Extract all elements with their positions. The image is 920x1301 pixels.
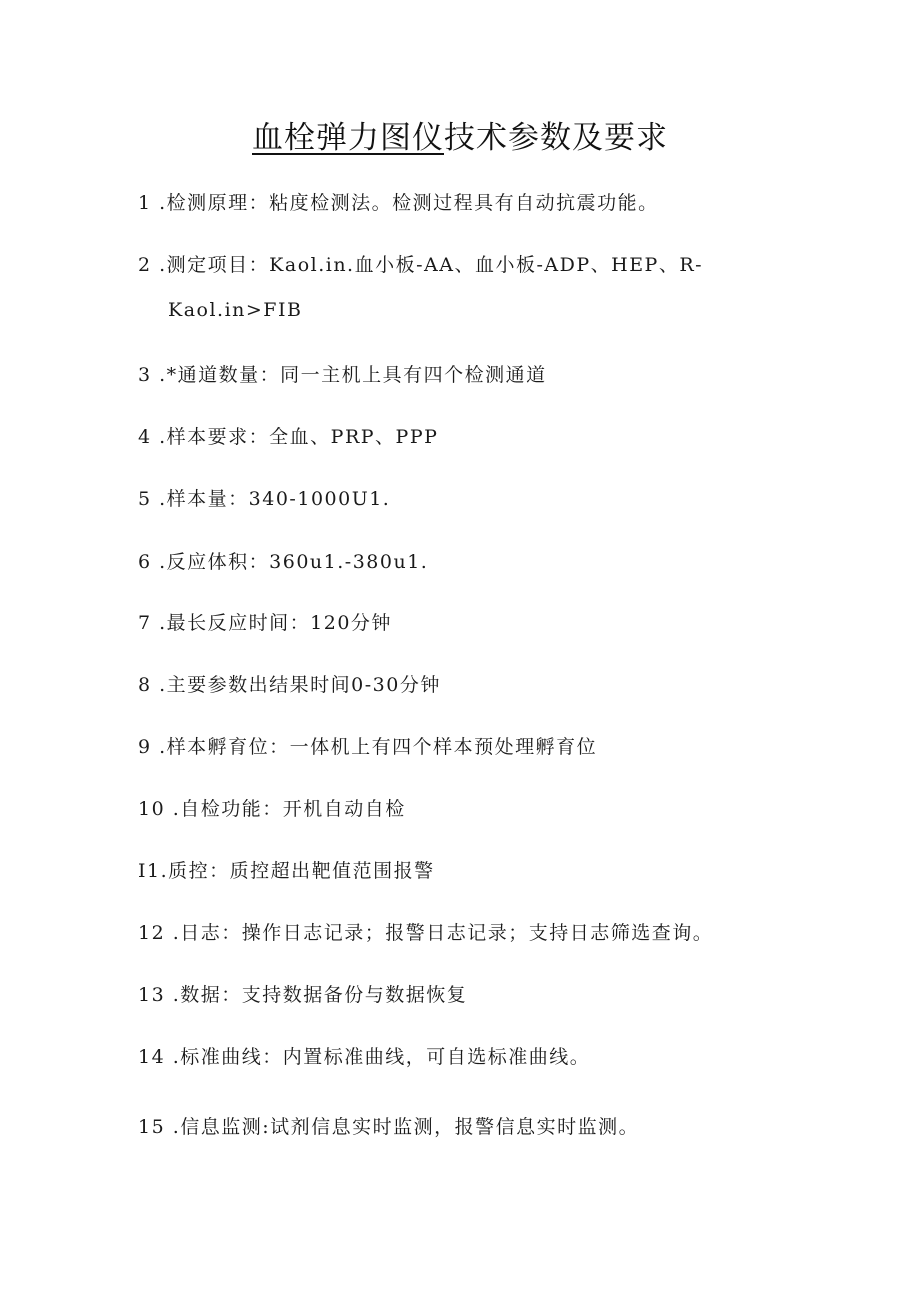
spec-item-8: 8 .主要参数出结果时间0-30分钟 <box>138 674 441 696</box>
spec-item-7: 7 .最长反应时间：120分钟 <box>138 612 392 634</box>
spec-item-6: 6 .反应体积：360u1.-380u1. <box>138 551 429 573</box>
title-rest-part: 技术参数及要求 <box>444 120 668 156</box>
spec-item-1: 1 .检测原理：粘度检测法。检测过程具有自动抗震功能。 <box>138 192 659 214</box>
spec-item-12: 12 .日志：操作日志记录；报警日志记录；支持日志筛选查询。 <box>138 922 714 944</box>
spec-item-15: 15 .信息监测:试剂信息实时监测，报警信息实时监测。 <box>138 1116 640 1138</box>
spec-item-2-continued: Kaol.in>FIB <box>168 299 303 321</box>
spec-item-2: 2 .测定项目：Kaol.in.血小板-AA、血小板-ADP、HEP、R- <box>138 254 704 276</box>
spec-item-14: 14 .标准曲线：内置标准曲线，可自选标准曲线。 <box>138 1046 591 1068</box>
spec-item-10: 10 .自检功能：开机自动自检 <box>138 798 406 820</box>
spec-item-3: 3 .*通道数量：同一主机上具有四个检测通道 <box>138 364 547 386</box>
spec-item-5: 5 .样本量：340-1000U1. <box>138 488 391 510</box>
spec-item-9: 9 .样本孵育位：一体机上有四个样本预处理孵育位 <box>138 736 598 758</box>
title-underlined-part: 血栓弹力图仪 <box>252 120 444 156</box>
spec-item-4: 4 .样本要求：全血、PRP、PPP <box>138 426 439 448</box>
spec-item-11: I1.质控：质控超出靶值范围报警 <box>138 860 435 882</box>
spec-item-13: 13 .数据：支持数据备份与数据恢复 <box>138 984 468 1006</box>
document-title <box>0 112 920 157</box>
